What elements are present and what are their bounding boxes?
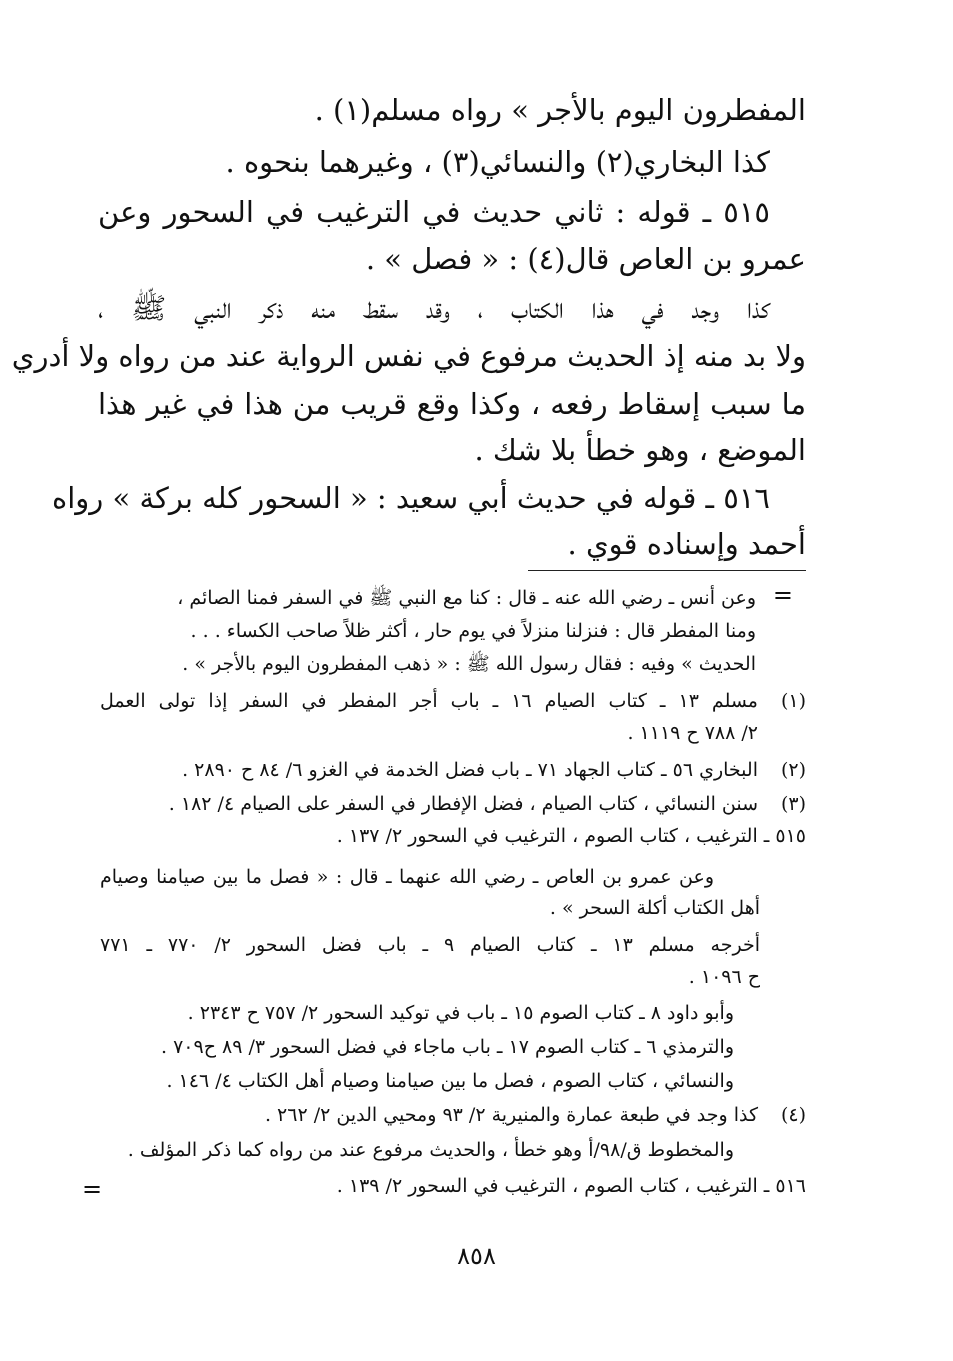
note-515-quote-2: أهل الكتاب أكلة السحر » . [549, 897, 760, 919]
footnote-continuation-1: وعن أنس ـ رضي الله عنه ـ قال : كنا مع النبي ﷺ في السفر فمنا الصائم ، [177, 587, 756, 609]
footnote-2-text: البخاري ٥٦ ـ كتاب الجهاد ٧١ ـ باب فضل الخدمة في الغزو ٦/ ٨٤ ح ٢٨٩٠ . [182, 759, 758, 781]
continuation-mark: = [772, 581, 793, 609]
footnote-4-number: (٤) [780, 1104, 806, 1126]
footnote-3-text: سنن النسائي ، كتاب الصيام ، فضل الإفطار في السفر على الصيام ٤/ ١٨٢ . [168, 793, 758, 815]
note-515-source-2: ح ١٠٩٦ . [688, 966, 760, 988]
main-line-5: كذا وجد في هذا الكتاب ، وقد سقط منه ذكر النبي ﷺ ، [98, 291, 770, 325]
note-515-source-5: والنسائي ، كتاب الصوم ، فصل ما بين صيامنا وصيام أهل الكتاب ٤/ ١٤٦ . [166, 1070, 734, 1092]
note-515-source-1: أخرجه مسلم ١٣ ـ كتاب الصيام ٩ ـ باب فضل السحور ٢/ ٧٧٠ ـ ٧٧١ [100, 934, 760, 956]
footnote-continuation-3: الحديث » وفيه : فقال رسول الله ﷺ : « ذهب المفطرون اليوم بالأجر » . [182, 653, 756, 675]
main-line-2: كذا البخاري(٢) والنسائي(٣) ، وغيرهما بنحوه . [225, 145, 770, 179]
page-number: ٨٥٨ [457, 1242, 496, 1270]
footnote-4-text: كذا وجد في طبعة عمارة والمنيرية ٢/ ٩٣ ومحيي الدين ٢/ ٢٦٢ . [264, 1104, 758, 1126]
footnote-3-number: (٣) [780, 793, 806, 815]
main-line-10: أحمد وإسناده قوي . [567, 527, 806, 561]
footnote-1 [100, 688, 806, 714]
footnote-separator [528, 570, 806, 571]
main-line-7: ما سبب إسقاط رفعه ، وكذا وقع قريب من هذا في غير هذا [98, 387, 806, 421]
main-line-6: ولا بد منه إذ الحديث مرفوع في نفس الرواية عند من رواه ولا أدري [11, 339, 806, 373]
main-line-1: المفطرون اليوم بالأجر » رواه مسلم(١) . [314, 93, 806, 127]
note-515-source-3: وأبو داود ٨ ـ كتاب الصوم ١٥ ـ باب في توكيد السحور ٢/ ٧٥٧ ح ٢٣٤٣ . [187, 1002, 734, 1024]
note-516-heading: ٥١٦ ـ الترغيب ، كتاب الصوم ، الترغيب في السحور ٢/ ١٣٩ . [336, 1175, 806, 1197]
footnote-1-text: مسلم ١٣ ـ كتاب الصيام ١٦ ـ باب أجر المفطر في السفر إذا تولى العمل [100, 690, 758, 712]
main-line-9: ٥١٦ ـ قوله في حديث أبي سعيد : « السحور كله بركة » رواه [52, 481, 770, 515]
main-line-3: ٥١٥ ـ قوله : ثاني حديث في الترغيب في السحور وعن [98, 195, 770, 229]
continues-next-page-mark: = [82, 1175, 103, 1203]
footnote-2-number: (٢) [780, 759, 806, 781]
footnote-1-text-2: ٢/ ٧٨٨ ح ١١١٩ . [627, 722, 758, 744]
note-515-heading: ٥١٥ ـ الترغيب ، كتاب الصوم ، الترغيب في السحور ٢/ ١٣٧ . [336, 825, 806, 847]
note-515-quote-1: وعن عمرو بن العاص ـ رضي الله عنهما ـ قال : « فصل ما بين صيامنا وصيام [100, 866, 714, 888]
footnote-1-continuation [100, 720, 806, 746]
footnote-2 [100, 757, 806, 783]
footnote-1-number: (١) [780, 690, 806, 712]
main-line-4: عمرو بن العاص قال(٤) : « فصل » . [365, 242, 806, 276]
footnote-continuation-2: ومنا المفطر قال : فنزلنا منزلاً في يوم حار ، أكثر ظلاً صاحب الكساء . . . [190, 620, 756, 642]
main-line-8: الموضع ، وهو خطأ بلا شك . [474, 433, 806, 467]
footnote-3 [100, 791, 806, 817]
footnote-4 [100, 1102, 806, 1128]
note-515-source-4: والترمذي ٦ ـ كتاب الصوم ١٧ ـ باب ماجاء في فضل السحور ٣/ ٨٩ ح٧٠٩ . [161, 1036, 734, 1058]
footnote-4-text-2: والمخطوط ق/٩٨/أ وهو خطأ ، والحديث مرفوع عند من رواه كما ذكر المؤلف . [127, 1139, 734, 1161]
